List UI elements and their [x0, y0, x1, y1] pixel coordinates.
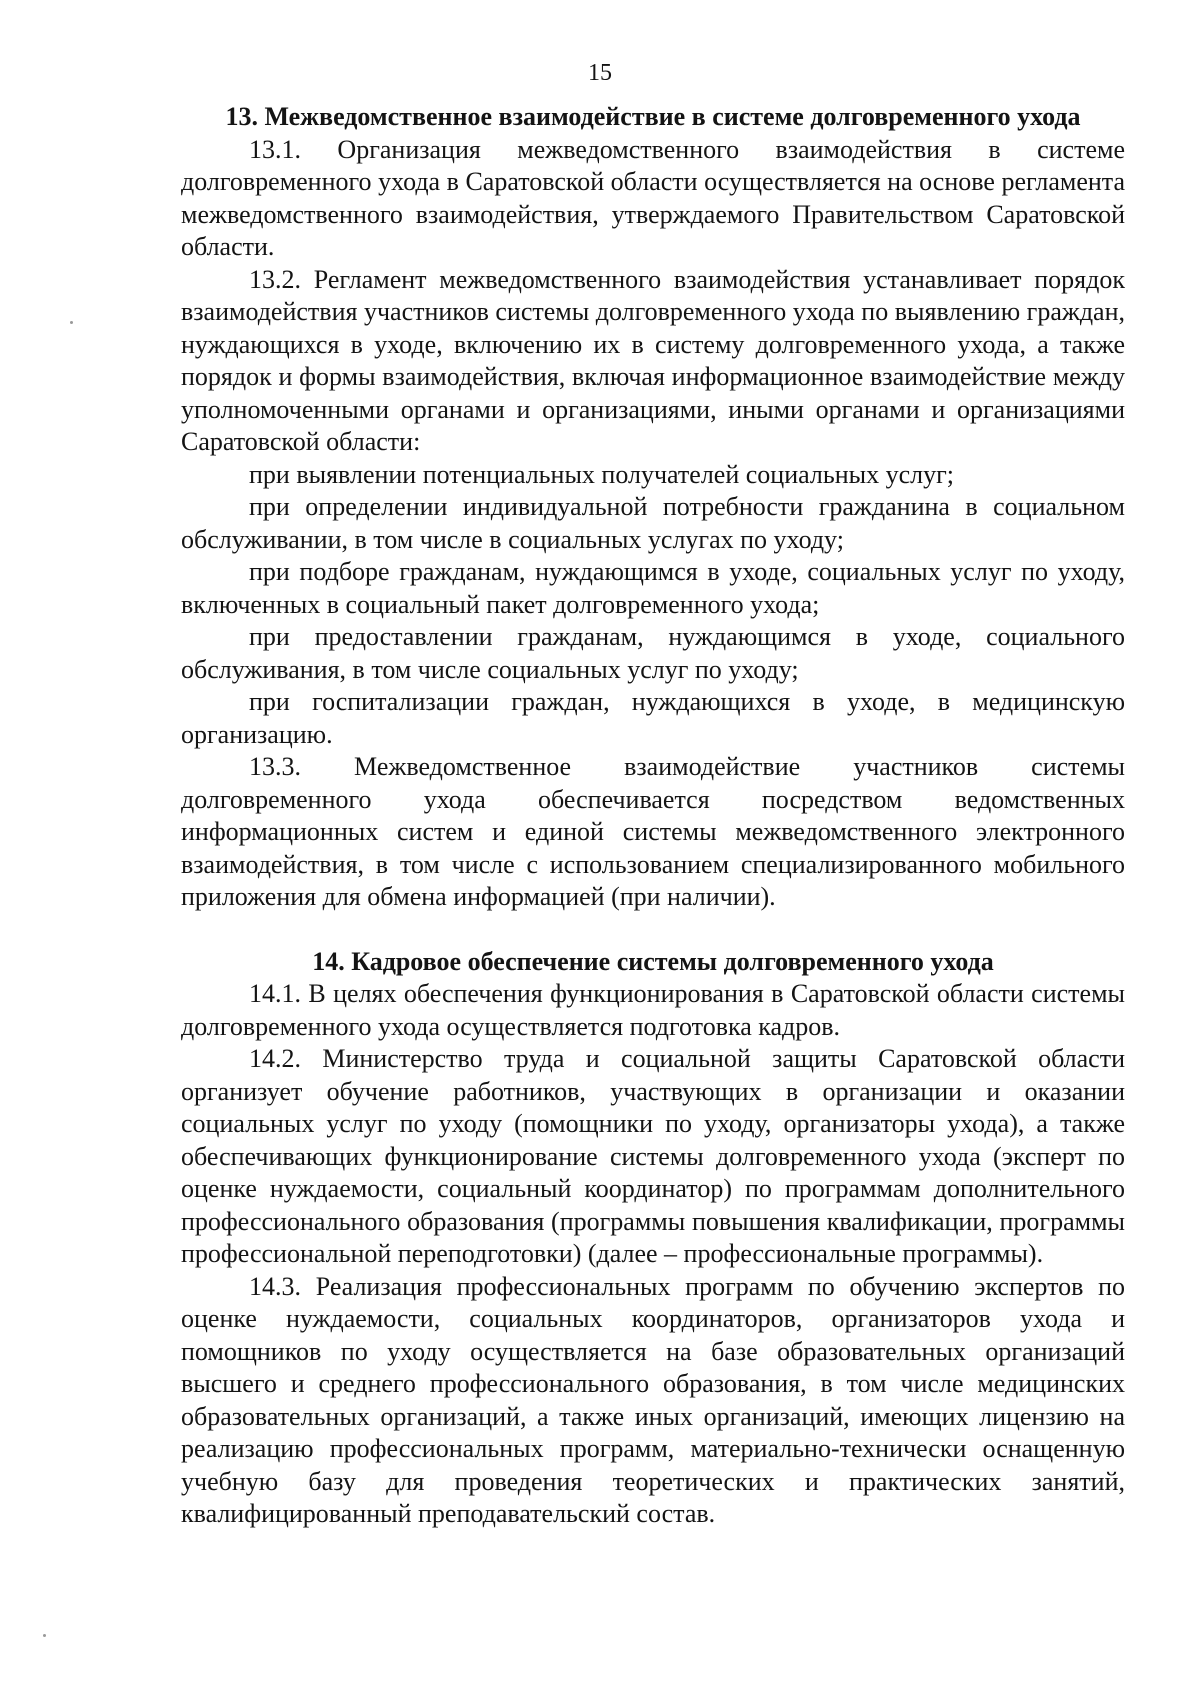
paragraph-14-3: 14.3. Реализация профессиональных программ по обучению экспертов по оценке нуждаемости, социальных координаторов, организаторов ухода и помощников по уходу осуществляется на базе образовательных организаций высшего и среднего профессионального образования, в том числе медицинских образовательных организаций, а также иных организаций, имеющих лицензию на реализацию профессиональных программ, материально-технически оснащенную учебную базу для проведения теоретических и практических занятий, квалифицированный преподавательский состав.	[181, 1271, 1125, 1528]
list-item: при выявлении потенциальных получателей социальных услуг;	[249, 459, 954, 489]
list-item: при определении индивидуальной потребности гражданина в социальном обслуживании, в том числе в социальных услугах по уходу;	[181, 492, 1125, 554]
section-14	[181, 946, 1125, 1531]
page-number: 15	[588, 60, 612, 86]
scan-speck	[70, 321, 73, 324]
section-heading: 14. Кадровое обеспечение системы долговременного ухода	[312, 946, 994, 976]
page-body	[181, 101, 1125, 1531]
paragraph-14-2: 14.2. Министерство труда и социальной защиты Саратовской области организует обучение работников, участвующих в организации и оказании социальных услуг по уходу (помощники по уходу, организаторы ухода), а также обеспечивающих функционирование системы долговременного ухода (эксперт по оценке нуждаемости, социальный координатор) по программам дополнительного профессионального образования (программы повышения квалификации, программы профессиональной переподготовки) (далее – профессиональные программы).	[181, 1044, 1125, 1268]
scan-speck	[43, 1634, 46, 1637]
paragraph-13-1: 13.1. Организация межведомственного взаимодействия в системе долговременного ухода в Саратовской области осуществляется на основе регламента межведомственного взаимодействия, утверждаемого Правительством Саратовской области.	[181, 134, 1125, 261]
section-heading: 13. Межведомственное взаимодействие в системе долговременного ухода	[225, 102, 1081, 131]
section-13	[181, 101, 1125, 914]
list-item: при подборе гражданам, нуждающимся в уходе, социальных услуг по уходу, включенных в социальный пакет долговременного ухода;	[181, 557, 1125, 619]
list-item: при госпитализации граждан, нуждающихся в уходе, в медицинскую организацию.	[181, 687, 1125, 749]
paragraph-13-3: 13.3. Межведомственное взаимодействие участников системы долговременного ухода обеспечивается посредством ведомственных информационных систем и единой системы межведомственного электронного взаимодействия, в том числе с использованием специализированного мобильного приложения для обмена информацией (при наличии).	[181, 752, 1125, 911]
paragraph-13-2: 13.2. Регламент межведомственного взаимодействия устанавливает порядок взаимодействия участников системы долговременного ухода по выявлению граждан, нуждающихся в уходе, включению их в систему долговременного ухода, а также порядок и формы взаимодействия, включая информационное взаимодействие между уполномоченными органами и организациями, иными органами и организациями Саратовской области:	[181, 264, 1125, 456]
list-item: при предоставлении гражданам, нуждающимся в уходе, социального обслуживания, в том числе социальных услуг по уходу;	[181, 622, 1125, 684]
paragraph-14-1: 14.1. В целях обеспечения функционирования в Саратовской области системы долговременного ухода осуществляется подготовка кадров.	[181, 979, 1125, 1041]
